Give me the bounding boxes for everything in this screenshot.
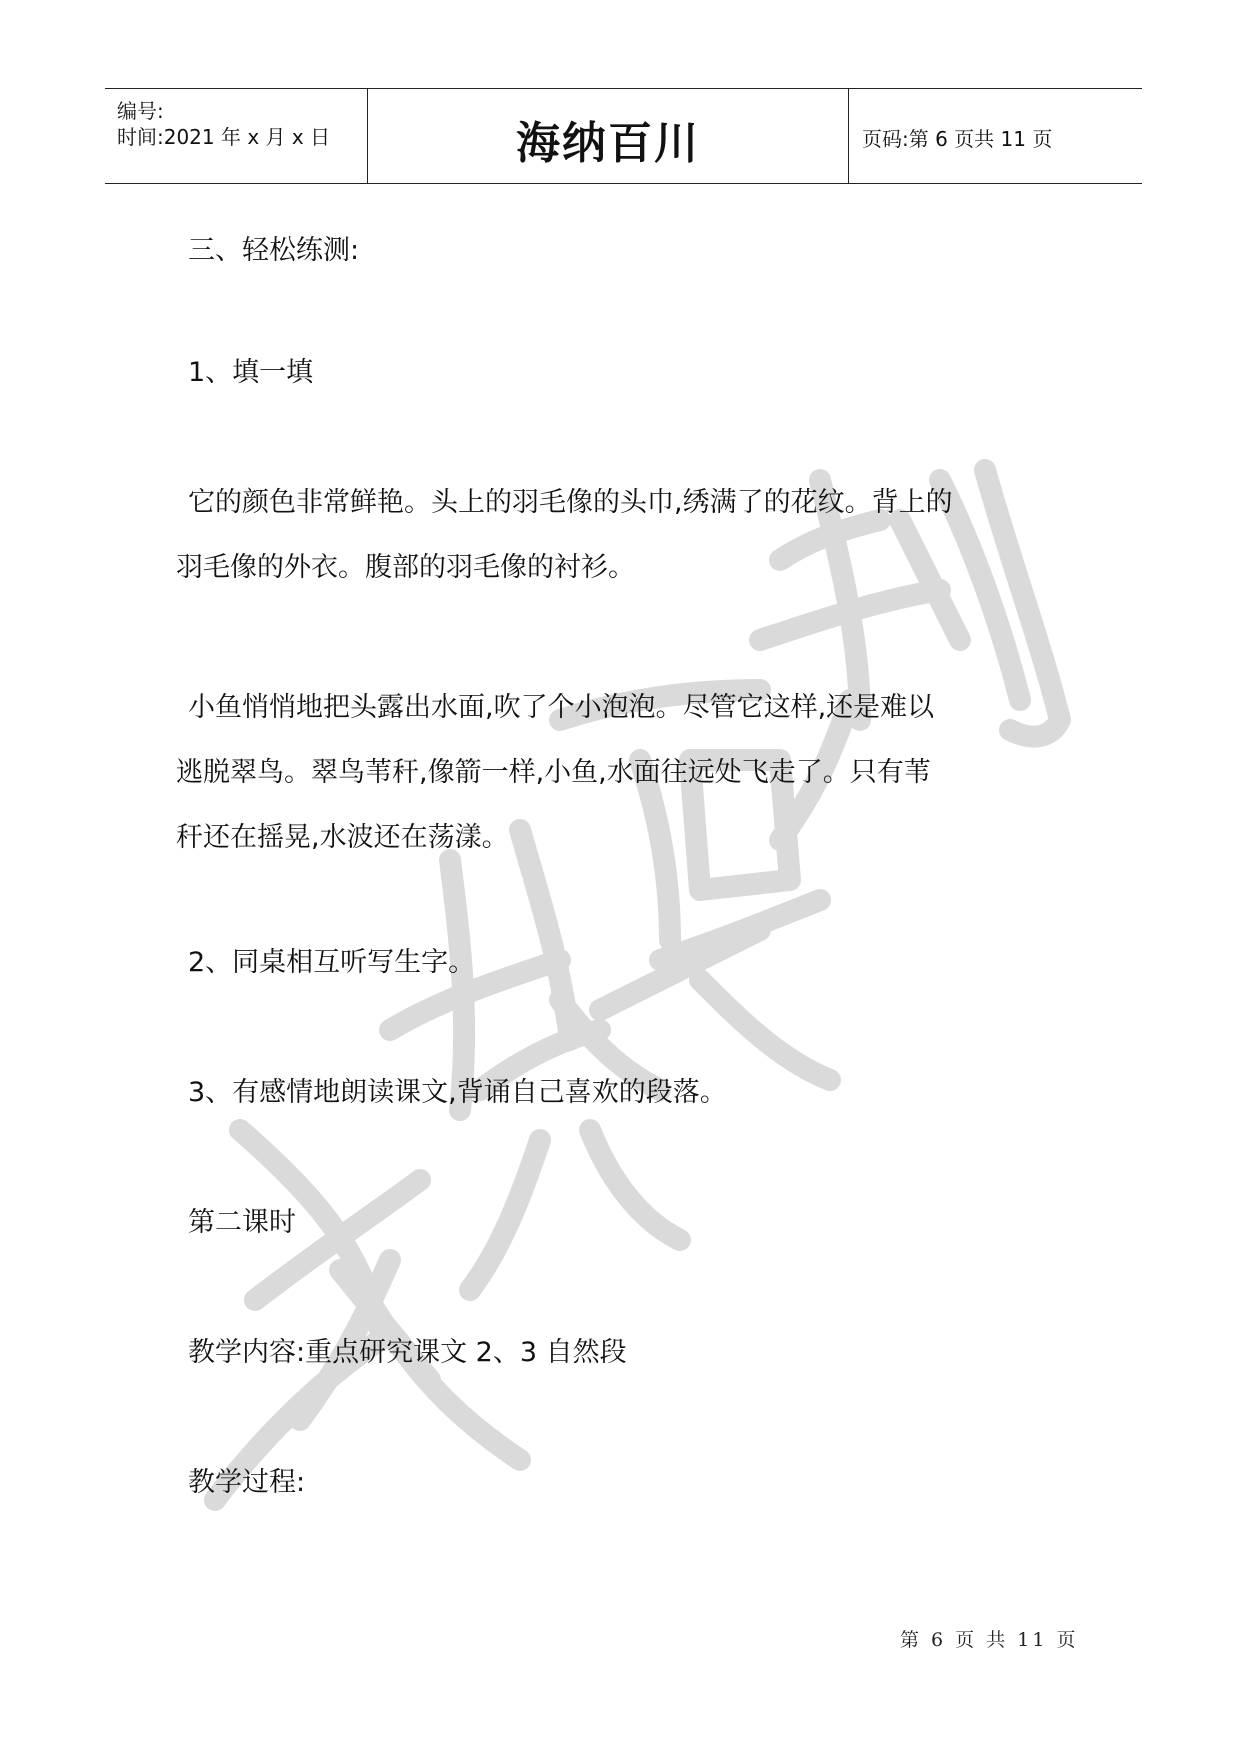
para2-line1: 小鱼悄悄地把头露出水面,吹了个小泡泡。尽管它这样,还是难以 <box>188 692 935 723</box>
brand-title: 海纳百川 <box>516 118 700 169</box>
document-time-label: 时间:2021 年 x 月 x 日 <box>117 125 331 149</box>
header-page-label: 页码:第 6 页共 11 页 <box>862 127 1053 151</box>
teaching-content: 教学内容:重点研究课文 2、3 自然段 <box>188 1337 627 1368</box>
footer-page-number: 第 6 页 共 11 页 <box>900 1629 1079 1651</box>
header-meta-cell <box>105 89 368 183</box>
para2-line2: 逃脱翠鸟。翠鸟苇秆,像箭一样,小鱼,水面往远处飞走了。只有苇 <box>176 757 931 788</box>
teaching-process: 教学过程: <box>188 1467 306 1498</box>
lesson2-heading: 第二课时 <box>188 1207 296 1238</box>
header-brand-cell <box>368 89 849 183</box>
header-page-cell <box>850 89 1142 183</box>
item1-title: 1、填一填 <box>188 357 314 388</box>
section-title: 三、轻松练测: <box>188 235 360 266</box>
para2-line3: 秆还在摇晃,水波还在荡漾。 <box>176 822 509 853</box>
para1-line2: 羽毛像的外衣。腹部的羽毛像的衬衫。 <box>176 552 635 583</box>
para1-line1: 它的颜色非常鲜艳。头上的羽毛像的头巾,绣满了的花纹。背上的 <box>188 487 953 518</box>
document-header <box>105 88 1142 184</box>
item3: 3、有感情地朗读课文,背诵自己喜欢的段落。 <box>188 1077 727 1108</box>
item2: 2、同桌相互听写生字。 <box>188 947 476 978</box>
document-number-label: 编号: <box>117 99 164 123</box>
